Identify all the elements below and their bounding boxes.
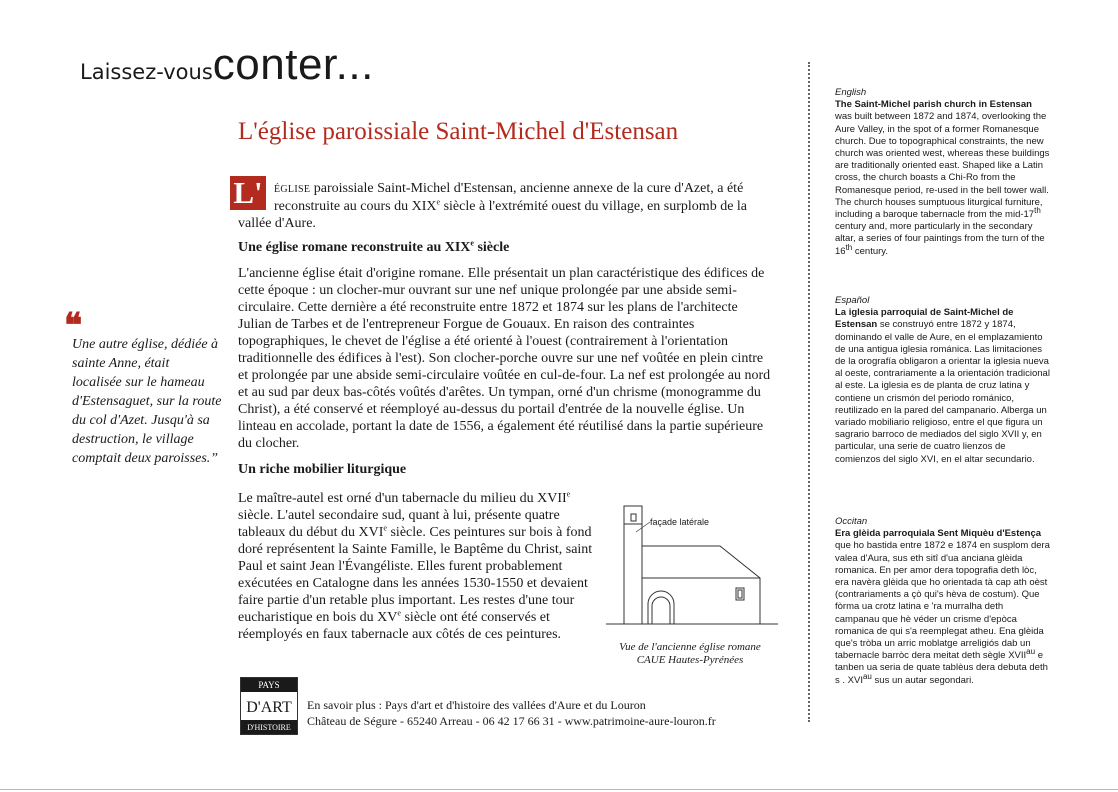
caption-line-2: CAUE Hautes-Pyrénées	[636, 654, 744, 666]
section1-heading-text: Une église romane reconstruite au XIX	[238, 240, 471, 255]
section2-text-2: siècle. L'autel secondaire sud, quant à lui, présente quatre tableaux du début du XVI	[238, 508, 560, 540]
sidebar-spanish	[835, 295, 1050, 466]
page-header	[80, 40, 374, 90]
section2-text	[238, 490, 598, 643]
logo-top: PAYS	[258, 680, 280, 690]
roof-shape	[642, 546, 760, 624]
contact-line-2: Château de Ségure - 65240 Arreau - 06 42 17 66 31 - www.patrimoine-aure-louron.fr	[307, 714, 716, 728]
figure-caption	[602, 641, 778, 667]
intro-smallcap: ÉGLISE	[274, 184, 311, 195]
english-sup-1: th	[1034, 205, 1041, 215]
section1-heading-end: siècle	[473, 240, 510, 255]
english-label: English	[835, 87, 867, 98]
section2-sup-1: e	[566, 489, 571, 499]
sidebar-occitan	[835, 516, 1050, 687]
church-drawing	[602, 502, 778, 632]
intro-sup: e	[436, 197, 441, 207]
occitan-sup-1: au	[1026, 647, 1036, 657]
header-big-text: conter...	[212, 40, 374, 89]
english-text-3: century.	[852, 245, 888, 257]
contact-line-1: En savoir plus : Pays d'art et d'histoire des vallées d'Aure et du Louron	[307, 698, 646, 712]
section2-text-1: Le maître-autel est orné d'un tabernacle du milieu du XVII	[238, 491, 567, 506]
intro-text-2: siècle à l'extrémité ouest du village, en surplomb de la vallée d'Aure.	[238, 199, 748, 231]
column-divider	[808, 62, 810, 722]
dropcap: L'	[230, 176, 266, 210]
section1-heading	[238, 240, 509, 256]
page-title: L'église paroissiale Saint-Michel d'Estensan	[238, 118, 679, 145]
occitan-text-3: sus un autar segondari.	[871, 674, 974, 686]
sidebar-english	[835, 87, 1050, 258]
occitan-text-1: que ho bastida entre 1872 e 1874 en susplom dera valea d'Aura, sus eth sitî d'ua anciana glèida romanica. En per amor dera topografia deth lòc, era navèra glèida que ho orientada tà cap ath oèst (contrariaments a çò qui's hèva de costum). Que fòrma ua crotz latina e 'ra murralha deth campanau que hè véder un crisme d'epòca romanica de qui s'a reemplegat atheu. Ena glèida que's tròba un arric moblatge arreligiós dab un tabernacle barròc dera meitat deth sègle XVII	[835, 540, 1050, 662]
logo-bottom: D'HISTOIRE	[247, 723, 291, 732]
spanish-lead: La iglesia parroquial de Saint-Michel de Estensan	[835, 307, 1014, 331]
intro-paragraph	[233, 175, 774, 232]
occitan-sup-2: au	[862, 671, 872, 681]
occitan-text-2: e tanben ua seria de quate tablèus dera debuta deth s . XVI	[835, 650, 1048, 686]
section1-heading-sup: e	[470, 238, 474, 248]
caption-line-1: Vue de l'ancienne église romane	[619, 641, 761, 653]
section2-sup-2: e	[383, 523, 387, 533]
occitan-lead: Era glèida parroquiala Sent Miquèu d'Estença	[835, 528, 1042, 540]
pays-art-histoire-logo	[240, 677, 298, 735]
intro-text: paroissiale Saint-Michel d'Estensan, ancienne annexe de la cure d'Azet, a été reconstruite au cours du XIX	[274, 181, 744, 214]
english-lead: The Saint-Michel parish church in Estensan	[835, 99, 1032, 111]
spanish-text: se construyó entre 1872 y 1874, dominando el valle de Aure, en el emplazamiento de una antigua iglesia románica. Las limitaciones de la orografía obligaron a orientar la iglesia nueva al oeste, contrariamente a la orientación tradicional al este. La iglesia es de planta de cruz latina y contiene un crismón del periodo románico, reutilizado en la pared del campanario. Alberga un variado mobiliario religioso, entre el que figura un sagrario barroco de mediados del siglo XVII y, en particular, una serie de cuatro lienzos de comienzos del siglo XVI, en el altar secundario.	[835, 319, 1050, 465]
section2-heading: Un riche mobilier liturgique	[238, 462, 407, 477]
portal-arch	[652, 597, 670, 624]
english-text-2: century and, more particularly in the secondary altar, a series of four paintings from the turn of the 16	[835, 221, 1045, 257]
quote-mark-icon: ❝	[64, 308, 83, 345]
spanish-label: Español	[835, 295, 870, 306]
pull-quote: Une autre église, dédiée à sainte Anne, était localisée sur le hameau d'Estensaguet, sur la route du col d'Azet. Jusqu'à sa destruction, le village comptait deux paroisses.”	[72, 337, 222, 466]
section1-text: L'ancienne église était d'origine romane. Elle présentait un plan caractéristique des édifices de cette époque : un clocher-mur ouvrant sur une nef unique prolongée par une abside semi-circulaire. Cette dernière a été reconstruite entre 1872 et 1874 sur les plans de l'architecte Julian de Tarbes et de l'entrepreneur Forgue de Gouaux. En raison des contraintes topographiques, le chevet de l'église a été orienté à l'ouest (contrairement à l'orientation traditionnelle des édifices à l'est). Son clocher-porche ouvre sur une nef voûtée en plein cintre et prolongée par une abside semi-circulaire voûtée en cul-de-four. La nef est prolongée au nord et au sud par deux bas-côtés voûtés d'arêtes. Un tympan, orné d'un chrisme (monogramme du Christ), a été conservé et réemployé au-dessus du portail d'entrée de la nouvelle église. Un linteau en accolade, portant la date de 1556, a également été réutilisé dans la partie supérieure du clocher.	[238, 266, 771, 451]
logo-mid: D'ART	[246, 699, 292, 716]
section2-text-4: siècle ont été conservés et réemployés en faux tabernacle aux côtés de ces peintures.	[238, 610, 562, 642]
occitan-label: Occitan	[835, 516, 868, 527]
section2-text-3: siècle. Ces peintures sur bois à fond doré représentent la Sainte Famille, le Baptême du Christ, saint Paul et saint Jean l'Évangéliste. Elles furent probablement exécutées en Catalogne dans les années 1530-1550 et devaient faire partie d'un retable plus important. Les restes d'une tour eucharistique en bois du XV	[238, 525, 593, 625]
bottom-rule	[0, 789, 1118, 790]
english-text-1: was built between 1872 and 1874, overlooking the Aure Valley, in the spot of a former Romanesque church. Due to topographical constraints, the new church was oriented west, whereas these buildings are traditionally oriented east. Shaped like a Latin cross, the church boasts a Chi-Ro from the Romanesque period, re-used in the bell tower wall. The church houses sumptuous liturgical furniture, including a baroque tabernacle from the mid-17	[835, 111, 1050, 221]
figure-label: façade latérale	[650, 517, 710, 527]
contact-info	[307, 697, 716, 729]
english-sup-2: th	[845, 242, 853, 252]
header-small-text: Laissez-vous	[80, 60, 213, 84]
section2-sup-3: e	[397, 608, 401, 618]
